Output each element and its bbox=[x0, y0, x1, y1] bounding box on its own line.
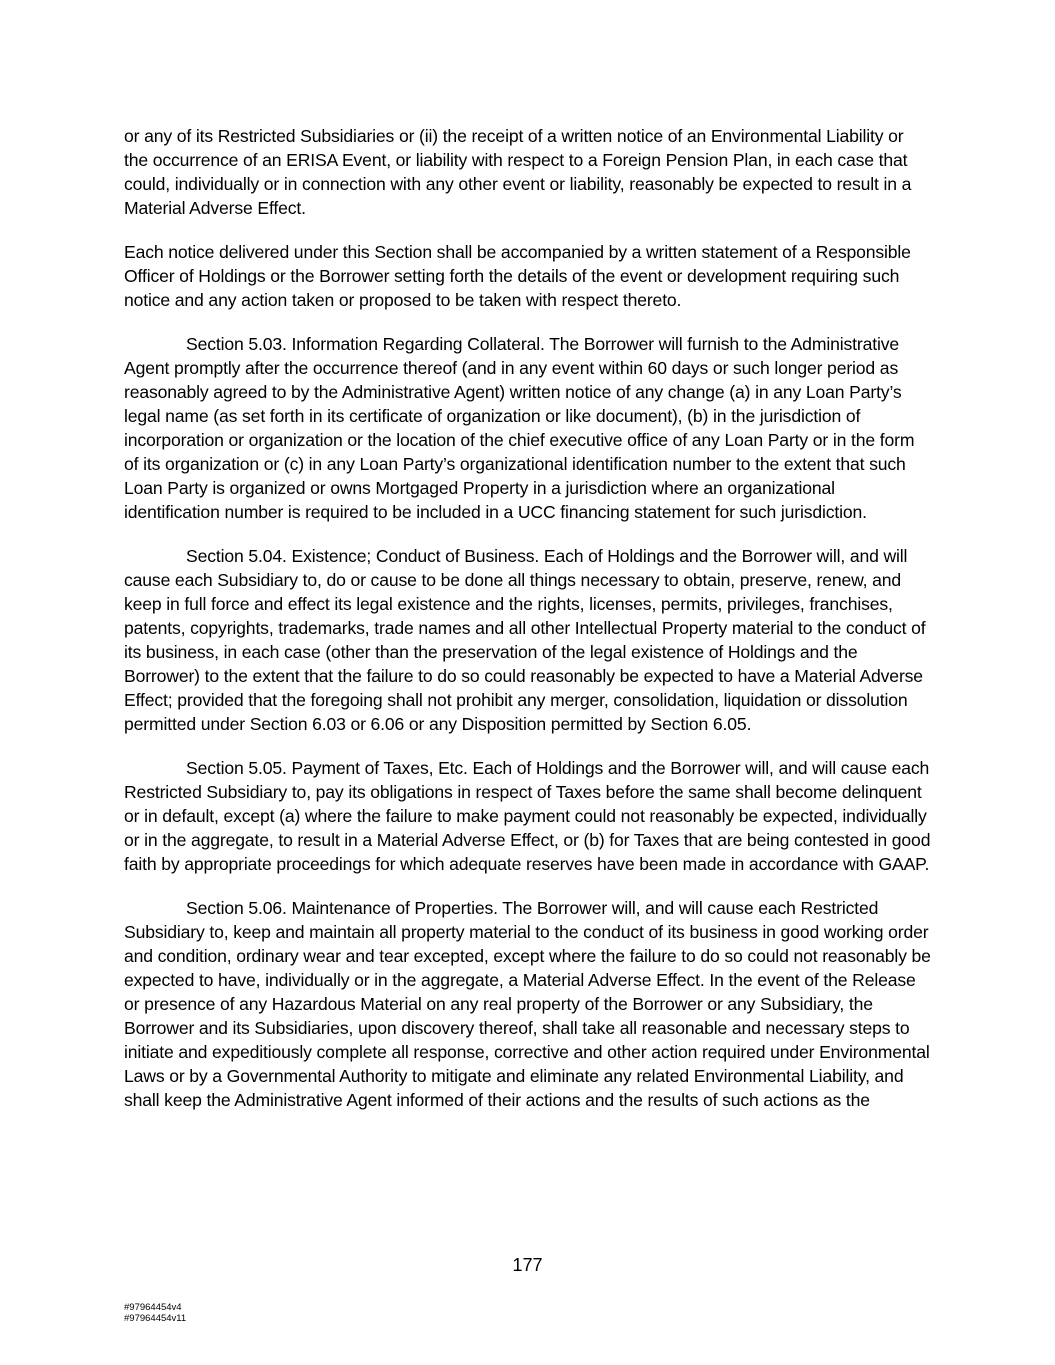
paragraph-section-5-06: Section 5.06. Maintenance of Properties. The Borrower will, and will cause each Restricted Subsidiary to, keep and maintain all property material to the conduct of its business in good working order and condition, ordinary wear and tear excepted, except where the failure to do so could not reasonably be expected to have, individually or in the aggregate, a Material Adverse Effect. In the event of the Release or presence of any Hazardous Material on any real property of the Borrower or any Subsidiary, the Borrower and its Subsidiaries, upon discovery thereof, shall take all reasonable and necessary steps to initiate and expeditiously complete all response, corrective and other action required under Environmental Laws or by a Governmental Authority to mitigate and eliminate any related Environmental Liability, and shall keep the Administrative Agent informed of their actions and the results of such actions as the bbox=[124, 898, 931, 1110]
document-id-v4: #97964454v4 bbox=[124, 1302, 182, 1313]
document-body bbox=[124, 124, 932, 1132]
document-id-v11: #97964454v11 bbox=[124, 1313, 187, 1324]
paragraph-section-5-04: Section 5.04. Existence; Conduct of Business. Each of Holdings and the Borrower will, and will cause each Subsidiary to, do or cause to be done all things necessary to obtain, preserve, renew, and keep in full force and effect its legal existence and the rights, licenses, permits, privileges, franchises, patents, copyrights, trademarks, trade names and all other Intellectual Property material to the conduct of its business, in each case (other than the preservation of the legal existence of Holdings and the Borrower) to the extent that the failure to do so could reasonably be expected to have a Material Adverse Effect; provided that the foregoing shall not prohibit any merger, consolidation, liquidation or dissolution permitted under Section 6.03 or 6.06 or any Disposition permitted by Section 6.05. bbox=[124, 546, 926, 734]
paragraph-section-5-03: Section 5.03. Information Regarding Collateral. The Borrower will furnish to the Administrative Agent promptly after the occurrence thereof (and in any event within 60 days or such longer period as reasonably agreed to by the Administrative Agent) written notice of any change (a) in any Loan Party’s legal name (as set forth in its certificate of organization or like document), (b) in the jurisdiction of incorporation or organization or the location of the chief executive office of any Loan Party or in the form of its organization or (c) in any Loan Party’s organizational identification number to the extent that such Loan Party is organized or owns Mortgaged Property in a jurisdiction where an organizational identification number is required to be included in a UCC financing statement for such jurisdiction. bbox=[124, 334, 915, 522]
document-identifiers bbox=[124, 1302, 186, 1324]
paragraph-section-5-05: Section 5.05. Payment of Taxes, Etc. Each of Holdings and the Borrower will, and will cause each Restricted Subsidiary to, pay its obligations in respect of Taxes before the same shall become delinquent or in default, except (a) where the failure to make payment could not reasonably be expected, individually or in the aggregate, to result in a Material Adverse Effect, or (b) for Taxes that are being contested in good faith by appropriate proceedings for which adequate reserves have been made in accordance with GAAP. bbox=[124, 758, 931, 874]
page-number: 177 bbox=[512, 1255, 543, 1275]
paragraph-notice-statement: Each notice delivered under this Section shall be accompanied by a written statement of a Responsible Officer of Holdings or the Borrower setting forth the details of the event or development requiring such notice and any action taken or proposed to be taken with respect thereto. bbox=[124, 242, 911, 310]
paragraph-notice-continuation: or any of its Restricted Subsidiaries or (ii) the receipt of a written notice of an Environmental Liability or the occurrence of an ERISA Event, or liability with respect to a Foreign Pension Plan, in each case that could, individually or in connection with any other event or liability, reasonably be expected to result in a Material Adverse Effect. bbox=[124, 126, 912, 218]
